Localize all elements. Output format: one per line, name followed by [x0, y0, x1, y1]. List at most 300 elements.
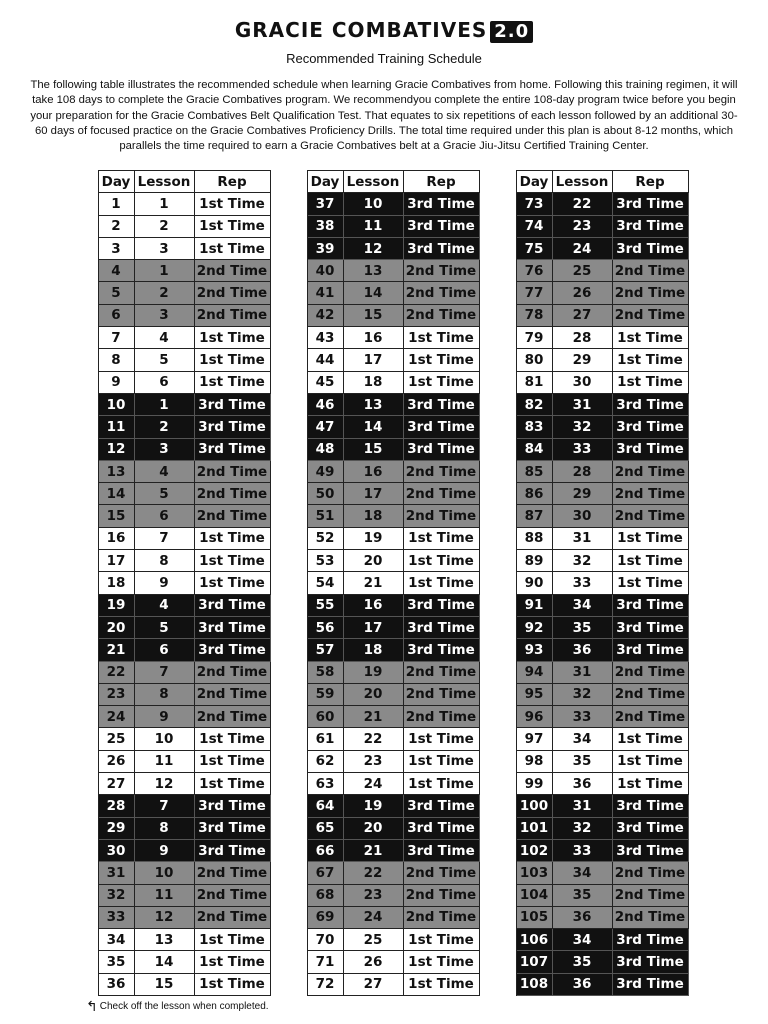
schedule-row: [80, 572, 270, 594]
completion-checkbox[interactable]: [80, 773, 98, 795]
schedule-row: [80, 393, 270, 415]
schedule-row: [289, 304, 479, 326]
completion-checkbox[interactable]: [289, 460, 307, 482]
rep-cell: 3rd Time: [612, 839, 688, 861]
day-cell: 2: [98, 215, 134, 237]
schedule-row: [80, 550, 270, 572]
completion-checkbox[interactable]: [80, 260, 98, 282]
rep-cell: 1st Time: [194, 750, 270, 772]
schedule-row: [498, 639, 688, 661]
rep-cell: 3rd Time: [403, 817, 479, 839]
day-cell: 89: [516, 550, 552, 572]
completion-checkbox[interactable]: [80, 616, 98, 638]
day-cell: 16: [98, 527, 134, 549]
lesson-cell: 6: [134, 505, 194, 527]
lesson-cell: 34: [552, 594, 612, 616]
lesson-cell: 7: [134, 661, 194, 683]
schedule-row: [80, 973, 270, 995]
completion-checkbox[interactable]: [80, 572, 98, 594]
completion-checkbox[interactable]: [80, 639, 98, 661]
completion-checkbox[interactable]: [498, 906, 516, 928]
day-cell: 23: [98, 683, 134, 705]
day-cell: 46: [307, 393, 343, 415]
lesson-cell: 25: [343, 929, 403, 951]
completion-checkbox[interactable]: [80, 460, 98, 482]
schedule-row: [289, 505, 479, 527]
completion-checkbox[interactable]: [498, 929, 516, 951]
lesson-cell: 33: [552, 438, 612, 460]
lesson-cell: 34: [552, 862, 612, 884]
completion-checkbox[interactable]: [498, 327, 516, 349]
completion-checkbox[interactable]: [289, 706, 307, 728]
day-cell: 25: [98, 728, 134, 750]
completion-checkbox[interactable]: [289, 750, 307, 772]
rep-cell: 3rd Time: [194, 416, 270, 438]
day-cell: 1: [98, 193, 134, 215]
completion-checkbox[interactable]: [289, 616, 307, 638]
lesson-cell: 20: [343, 683, 403, 705]
lesson-cell: 8: [134, 683, 194, 705]
completion-checkbox[interactable]: [498, 750, 516, 772]
schedule-row: [80, 527, 270, 549]
completion-checkbox[interactable]: [80, 661, 98, 683]
lesson-cell: 27: [343, 973, 403, 995]
rep-cell: 1st Time: [194, 728, 270, 750]
lesson-cell: 17: [343, 349, 403, 371]
day-cell: 84: [516, 438, 552, 460]
completion-checkbox[interactable]: [80, 371, 98, 393]
completion-checkbox[interactable]: [80, 884, 98, 906]
schedule-row: [80, 193, 270, 215]
lesson-header: Lesson: [343, 171, 403, 193]
schedule-row: [498, 594, 688, 616]
schedule-row: [80, 906, 270, 928]
completion-checkbox[interactable]: [289, 438, 307, 460]
completion-checkbox[interactable]: [498, 884, 516, 906]
rep-cell: 1st Time: [194, 237, 270, 259]
schedule-row: [498, 505, 688, 527]
rep-cell: 2nd Time: [403, 505, 479, 527]
completion-checkbox[interactable]: [80, 862, 98, 884]
lesson-cell: 19: [343, 795, 403, 817]
schedule-row: [498, 773, 688, 795]
day-cell: 33: [98, 906, 134, 928]
day-cell: 80: [516, 349, 552, 371]
rep-cell: 2nd Time: [194, 282, 270, 304]
lesson-cell: 11: [134, 884, 194, 906]
completion-checkbox[interactable]: [498, 505, 516, 527]
completion-checkbox[interactable]: [498, 304, 516, 326]
lesson-cell: 7: [134, 795, 194, 817]
completion-checkbox[interactable]: [498, 706, 516, 728]
rep-cell: 3rd Time: [194, 795, 270, 817]
completion-checkbox[interactable]: [80, 973, 98, 995]
checkbox-header: [498, 171, 516, 193]
rep-cell: 2nd Time: [194, 661, 270, 683]
lesson-cell: 15: [343, 438, 403, 460]
schedule-row: [498, 371, 688, 393]
completion-checkbox[interactable]: [289, 862, 307, 884]
schedule-row: [80, 839, 270, 861]
lesson-cell: 22: [552, 193, 612, 215]
completion-checkbox[interactable]: [289, 639, 307, 661]
rep-cell: 2nd Time: [194, 906, 270, 928]
completion-checkbox[interactable]: [80, 438, 98, 460]
lesson-cell: 32: [552, 817, 612, 839]
rep-cell: 3rd Time: [403, 416, 479, 438]
completion-checkbox[interactable]: [498, 773, 516, 795]
completion-checkbox[interactable]: [289, 193, 307, 215]
rep-cell: 2nd Time: [612, 282, 688, 304]
completion-checkbox[interactable]: [80, 706, 98, 728]
completion-checkbox[interactable]: [80, 393, 98, 415]
rep-cell: 1st Time: [194, 929, 270, 951]
schedule-row: [80, 237, 270, 259]
completion-checkbox[interactable]: [498, 215, 516, 237]
completion-checkbox[interactable]: [289, 304, 307, 326]
lesson-cell: 33: [552, 706, 612, 728]
lesson-cell: 10: [134, 728, 194, 750]
rep-cell: 3rd Time: [403, 393, 479, 415]
rep-cell: 3rd Time: [612, 973, 688, 995]
rep-cell: 3rd Time: [612, 616, 688, 638]
schedule-row: [498, 193, 688, 215]
lesson-cell: 25: [552, 260, 612, 282]
completion-checkbox[interactable]: [80, 594, 98, 616]
rep-cell: 2nd Time: [403, 683, 479, 705]
lesson-cell: 27: [552, 304, 612, 326]
rep-cell: 3rd Time: [403, 237, 479, 259]
completion-checkbox[interactable]: [498, 639, 516, 661]
completion-checkbox[interactable]: [289, 951, 307, 973]
day-cell: 55: [307, 594, 343, 616]
completion-checkbox[interactable]: [80, 505, 98, 527]
rep-cell: 1st Time: [612, 327, 688, 349]
completion-checkbox[interactable]: [289, 795, 307, 817]
completion-checkbox[interactable]: [80, 683, 98, 705]
day-cell: 7: [98, 327, 134, 349]
day-cell: 5: [98, 282, 134, 304]
schedule-table-3: [498, 170, 689, 996]
completion-checkbox[interactable]: [289, 505, 307, 527]
schedule-row: [80, 438, 270, 460]
lesson-cell: 1: [134, 393, 194, 415]
day-cell: 108: [516, 973, 552, 995]
schedule-row: [289, 929, 479, 951]
footnote-text: Check off the lesson when completed.: [99, 1001, 269, 1013]
schedule-row: [289, 594, 479, 616]
rep-cell: 2nd Time: [194, 862, 270, 884]
schedule-row: [289, 349, 479, 371]
schedule-table-1: [80, 170, 271, 996]
schedule-row: [80, 817, 270, 839]
rep-cell: 2nd Time: [612, 884, 688, 906]
lesson-cell: 5: [134, 483, 194, 505]
completion-checkbox[interactable]: [80, 795, 98, 817]
completion-checkbox[interactable]: [289, 416, 307, 438]
completion-checkbox[interactable]: [289, 550, 307, 572]
schedule-row: [498, 817, 688, 839]
lesson-cell: 31: [552, 661, 612, 683]
day-cell: 38: [307, 215, 343, 237]
completion-checkbox[interactable]: [498, 282, 516, 304]
completion-checkbox[interactable]: [498, 862, 516, 884]
lesson-header: Lesson: [552, 171, 612, 193]
schedule-row: [289, 327, 479, 349]
completion-checkbox[interactable]: [289, 393, 307, 415]
schedule-row: [289, 884, 479, 906]
day-cell: 50: [307, 483, 343, 505]
day-cell: 27: [98, 773, 134, 795]
intro-paragraph: The following table illustrates the recommended schedule when learning Gracie Combatives from home. Following this training regimen, it will take 108 days to complete the Gracie Combatives program. We recommendyou complete the entire 108-day program twice before you begin your preparation for the Gracie Combatives Belt Qualification Test. That equates to six repetitions of each lesson followed by an additional 30-60 days of focused practice on the Gracie Combatives Proficiency Drills. The total time required under this plan is about 8-12 months, which parallels the time required to earn a Gracie Combatives belt at a Gracie Jiu-Jitsu Certified Training Center.: [30, 79, 738, 153]
rep-cell: 3rd Time: [403, 839, 479, 861]
rep-cell: 1st Time: [403, 349, 479, 371]
lesson-cell: 29: [552, 349, 612, 371]
rep-cell: 2nd Time: [403, 661, 479, 683]
lesson-cell: 18: [343, 639, 403, 661]
rep-cell: 1st Time: [194, 349, 270, 371]
completion-checkbox[interactable]: [289, 728, 307, 750]
completion-checkbox[interactable]: [289, 906, 307, 928]
schedule-row: [498, 237, 688, 259]
day-cell: 22: [98, 661, 134, 683]
completion-checkbox[interactable]: [498, 817, 516, 839]
lesson-cell: 19: [343, 661, 403, 683]
completion-checkbox[interactable]: [498, 951, 516, 973]
completion-checkbox[interactable]: [498, 483, 516, 505]
completion-checkbox[interactable]: [289, 371, 307, 393]
day-cell: 101: [516, 817, 552, 839]
checkbox-header: [289, 171, 307, 193]
rep-cell: 1st Time: [612, 750, 688, 772]
completion-checkbox[interactable]: [289, 661, 307, 683]
rep-cell: 3rd Time: [612, 438, 688, 460]
lesson-cell: 1: [134, 193, 194, 215]
day-cell: 83: [516, 416, 552, 438]
completion-checkbox[interactable]: [289, 349, 307, 371]
lesson-cell: 35: [552, 884, 612, 906]
day-cell: 92: [516, 616, 552, 638]
completion-checkbox[interactable]: [80, 349, 98, 371]
schedule-row: [498, 661, 688, 683]
completion-checkbox[interactable]: [498, 616, 516, 638]
completion-checkbox[interactable]: [289, 973, 307, 995]
completion-checkbox[interactable]: [80, 193, 98, 215]
completion-checkbox[interactable]: [80, 527, 98, 549]
day-cell: 51: [307, 505, 343, 527]
completion-checkbox[interactable]: [498, 839, 516, 861]
completion-checkbox[interactable]: [289, 929, 307, 951]
completion-checkbox[interactable]: [80, 929, 98, 951]
completion-checkbox[interactable]: [498, 594, 516, 616]
rep-cell: 1st Time: [403, 951, 479, 973]
lesson-cell: 12: [134, 906, 194, 928]
rep-cell: 3rd Time: [612, 416, 688, 438]
schedule-row: [289, 750, 479, 772]
day-cell: 60: [307, 706, 343, 728]
rep-cell: 3rd Time: [194, 594, 270, 616]
day-cell: 21: [98, 639, 134, 661]
completion-checkbox[interactable]: [498, 237, 516, 259]
completion-checkbox[interactable]: [498, 260, 516, 282]
rep-cell: 1st Time: [403, 371, 479, 393]
lesson-cell: 17: [343, 616, 403, 638]
schedule-row: [498, 416, 688, 438]
lesson-cell: 7: [134, 527, 194, 549]
completion-checkbox[interactable]: [80, 416, 98, 438]
completion-checkbox[interactable]: [498, 683, 516, 705]
completion-checkbox[interactable]: [498, 661, 516, 683]
day-cell: 82: [516, 393, 552, 415]
schedule-row: [289, 862, 479, 884]
rep-cell: 1st Time: [194, 327, 270, 349]
rep-cell: 1st Time: [194, 371, 270, 393]
completion-checkbox[interactable]: [80, 215, 98, 237]
completion-checkbox[interactable]: [80, 282, 98, 304]
completion-checkbox[interactable]: [498, 349, 516, 371]
rep-cell: 1st Time: [194, 193, 270, 215]
schedule-row: [289, 661, 479, 683]
completion-checkbox[interactable]: [498, 973, 516, 995]
rep-cell: 1st Time: [403, 728, 479, 750]
lesson-cell: 18: [343, 371, 403, 393]
schedule-row: [289, 460, 479, 482]
completion-checkbox[interactable]: [289, 572, 307, 594]
rep-cell: 3rd Time: [403, 616, 479, 638]
rep-cell: 2nd Time: [612, 460, 688, 482]
completion-checkbox[interactable]: [289, 594, 307, 616]
completion-checkbox[interactable]: [80, 839, 98, 861]
completion-checkbox[interactable]: [289, 839, 307, 861]
day-cell: 58: [307, 661, 343, 683]
lesson-cell: 10: [134, 862, 194, 884]
completion-checkbox[interactable]: [498, 416, 516, 438]
lesson-cell: 14: [343, 282, 403, 304]
completion-checkbox[interactable]: [80, 750, 98, 772]
rep-cell: 1st Time: [194, 527, 270, 549]
schedule-row: [498, 304, 688, 326]
schedule-row: [289, 550, 479, 572]
day-cell: 107: [516, 951, 552, 973]
day-cell: 62: [307, 750, 343, 772]
lesson-cell: 11: [343, 215, 403, 237]
rep-cell: 2nd Time: [403, 260, 479, 282]
completion-checkbox[interactable]: [289, 683, 307, 705]
rep-cell: 2nd Time: [194, 683, 270, 705]
rep-cell: 2nd Time: [612, 661, 688, 683]
completion-checkbox[interactable]: [289, 237, 307, 259]
day-cell: 18: [98, 572, 134, 594]
lesson-cell: 16: [343, 594, 403, 616]
completion-checkbox[interactable]: [80, 483, 98, 505]
schedule-row: [498, 683, 688, 705]
completion-checkbox[interactable]: [498, 527, 516, 549]
schedule-row: [289, 416, 479, 438]
schedule-row: [289, 393, 479, 415]
footnote: [86, 998, 269, 1015]
schedule-row: [498, 884, 688, 906]
completion-checkbox[interactable]: [80, 550, 98, 572]
day-cell: 17: [98, 550, 134, 572]
lesson-cell: 2: [134, 215, 194, 237]
schedule-row: [498, 795, 688, 817]
day-cell: 56: [307, 616, 343, 638]
completion-checkbox[interactable]: [289, 773, 307, 795]
schedule-row: [80, 639, 270, 661]
completion-checkbox[interactable]: [80, 906, 98, 928]
day-cell: 32: [98, 884, 134, 906]
completion-checkbox[interactable]: [289, 327, 307, 349]
schedule-row: [498, 862, 688, 884]
schedule-row: [289, 527, 479, 549]
schedule-row: [498, 929, 688, 951]
completion-checkbox[interactable]: [289, 282, 307, 304]
completion-checkbox[interactable]: [498, 572, 516, 594]
day-cell: 91: [516, 594, 552, 616]
day-cell: 3: [98, 237, 134, 259]
completion-checkbox[interactable]: [498, 460, 516, 482]
schedule-row: [80, 327, 270, 349]
completion-checkbox[interactable]: [289, 260, 307, 282]
completion-checkbox[interactable]: [498, 438, 516, 460]
schedule-row: [289, 193, 479, 215]
schedule-row: [498, 527, 688, 549]
day-cell: 41: [307, 282, 343, 304]
schedule-row: [80, 706, 270, 728]
completion-checkbox[interactable]: [289, 817, 307, 839]
day-cell: 78: [516, 304, 552, 326]
schedule-row: [80, 260, 270, 282]
rep-cell: 1st Time: [403, 527, 479, 549]
rep-cell: 3rd Time: [194, 393, 270, 415]
completion-checkbox[interactable]: [498, 193, 516, 215]
completion-checkbox[interactable]: [80, 304, 98, 326]
day-cell: 4: [98, 260, 134, 282]
lesson-cell: 31: [552, 527, 612, 549]
completion-checkbox[interactable]: [289, 215, 307, 237]
rep-cell: 2nd Time: [403, 483, 479, 505]
rep-cell: 1st Time: [194, 572, 270, 594]
day-cell: 104: [516, 884, 552, 906]
completion-checkbox[interactable]: [498, 795, 516, 817]
rep-cell: 2nd Time: [612, 304, 688, 326]
completion-checkbox[interactable]: [498, 371, 516, 393]
completion-checkbox[interactable]: [80, 951, 98, 973]
completion-checkbox[interactable]: [498, 393, 516, 415]
completion-checkbox[interactable]: [80, 817, 98, 839]
day-cell: 88: [516, 527, 552, 549]
lesson-cell: 10: [343, 193, 403, 215]
completion-checkbox[interactable]: [80, 728, 98, 750]
schedule-row: [80, 416, 270, 438]
completion-checkbox[interactable]: [498, 728, 516, 750]
completion-checkbox[interactable]: [289, 884, 307, 906]
completion-checkbox[interactable]: [498, 550, 516, 572]
completion-checkbox[interactable]: [80, 237, 98, 259]
lesson-cell: 6: [134, 371, 194, 393]
schedule-row: [80, 929, 270, 951]
lesson-cell: 28: [552, 460, 612, 482]
completion-checkbox[interactable]: [80, 327, 98, 349]
lesson-cell: 33: [552, 572, 612, 594]
day-cell: 63: [307, 773, 343, 795]
schedule-row: [289, 260, 479, 282]
rep-cell: 2nd Time: [194, 260, 270, 282]
schedule-row: [80, 616, 270, 638]
completion-checkbox[interactable]: [289, 527, 307, 549]
rep-cell: 3rd Time: [194, 438, 270, 460]
completion-checkbox[interactable]: [289, 483, 307, 505]
